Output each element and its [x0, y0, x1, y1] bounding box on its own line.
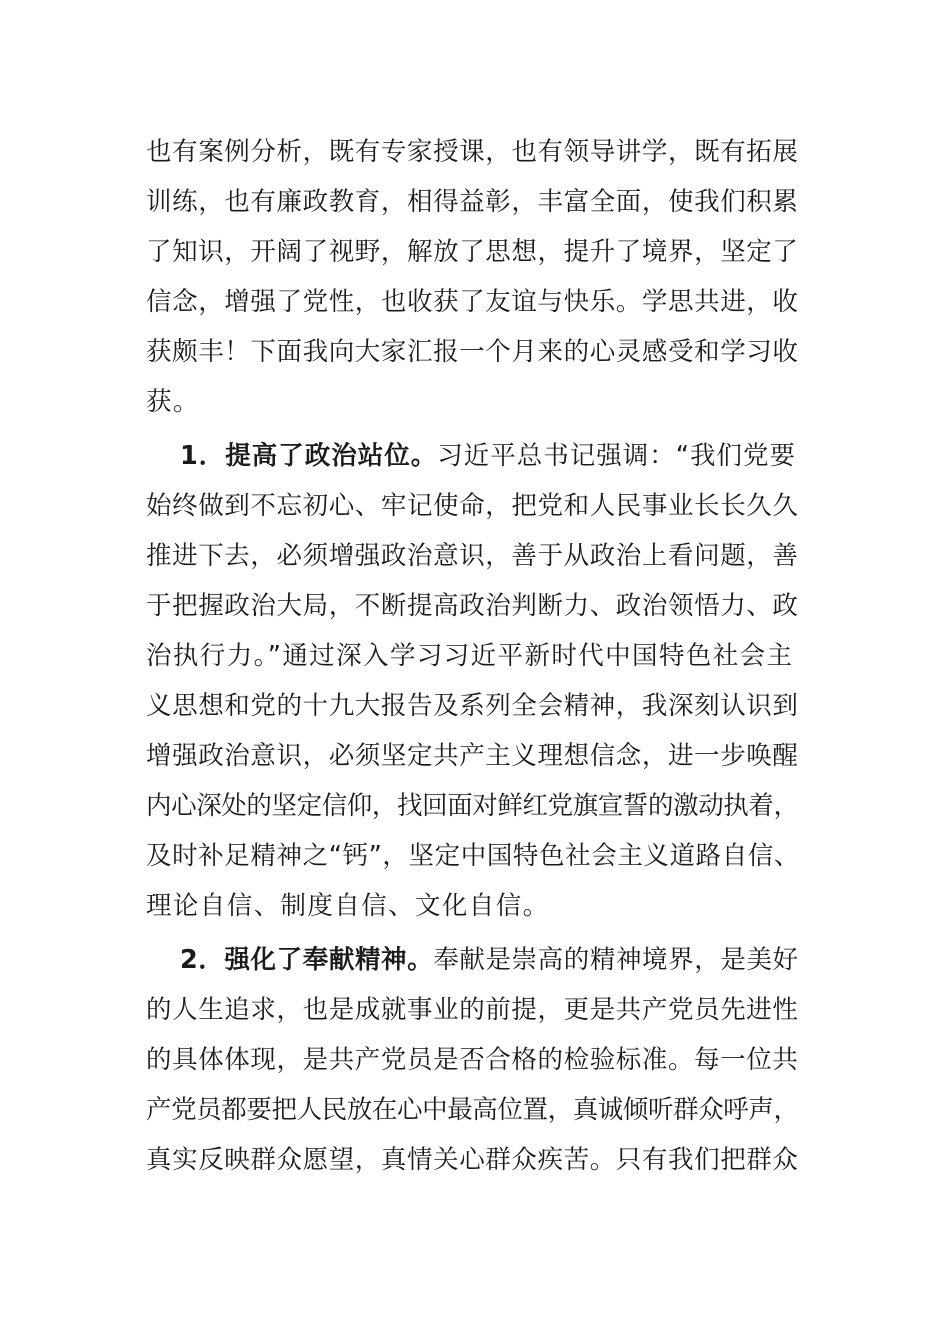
section-2-heading: 2．强化了奉献精神。: [180, 945, 434, 975]
section-2-line-2: 的人生追求，也是成就事业的前提，更是共产党员先进性: [146, 995, 799, 1025]
section-1-line-4: 于把握政治大局，不断提高政治判断力、政治领悟力、政: [146, 591, 799, 621]
section-1-line-6: 义思想和党的十九大报告及系列全会精神，我深刻认识到: [146, 691, 799, 721]
section-2-first-line: [180, 944, 799, 976]
intro-line-1: 也有案例分析，既有专家授课，也有领导讲学，既有拓展: [146, 137, 799, 167]
section-2-line-4: 产党员都要把人民放在心中最高位置，真诚倾听群众呼声，: [146, 1095, 799, 1125]
section-1-first-line: [180, 440, 796, 472]
intro-line-3: 了知识，开阔了视野，解放了思想，提升了境界，坚定了: [146, 237, 799, 267]
section-2-first-line-text: 奉献是崇高的精神境界，是美好: [433, 945, 799, 975]
section-2-line-5: 真实反映群众愿望，真情关心群众疾苦。只有我们把群众: [146, 1145, 799, 1175]
section-1-line-3: 推进下去，必须增强政治意识，善于从政治上看问题，善: [146, 541, 799, 571]
intro-line-4: 信念，增强了党性，也收获了友谊与快乐。学思共进，收: [146, 287, 799, 317]
section-1-line-10: 理论自信、制度自信、文化自信。: [146, 891, 550, 921]
section-1-line-8: 内心深处的坚定信仰，找回面对鲜红党旗宣誓的激动执着，: [146, 791, 799, 821]
section-1-line-5: 治执行力。”通过深入学习习近平新时代中国特色社会主: [146, 641, 794, 671]
intro-line-6: 获。: [146, 387, 200, 417]
section-1-line-7: 增强政治意识，必须坚定共产主义理想信念，进一步唤醒: [146, 741, 799, 771]
section-1-heading: 1．提高了政治站位。: [180, 441, 438, 471]
section-1-line-9: 及时补足精神之“钙”，坚定中国特色社会主义道路自信、: [146, 841, 801, 871]
section-2-line-3: 的具体体现，是共产党员是否合格的检验标准。每一位共: [146, 1045, 799, 1075]
section-1-line-2: 始终做到不忘初心、牢记使命，把党和人民事业长长久久: [146, 491, 799, 521]
intro-line-2: 训练，也有廉政教育，相得益彰，丰富全面，使我们积累: [146, 187, 799, 217]
intro-line-5: 获颇丰！下面我向大家汇报一个月来的心灵感受和学习收: [146, 337, 799, 367]
section-1-first-line-text: 习近平总书记强调：“我们党要: [437, 441, 796, 471]
